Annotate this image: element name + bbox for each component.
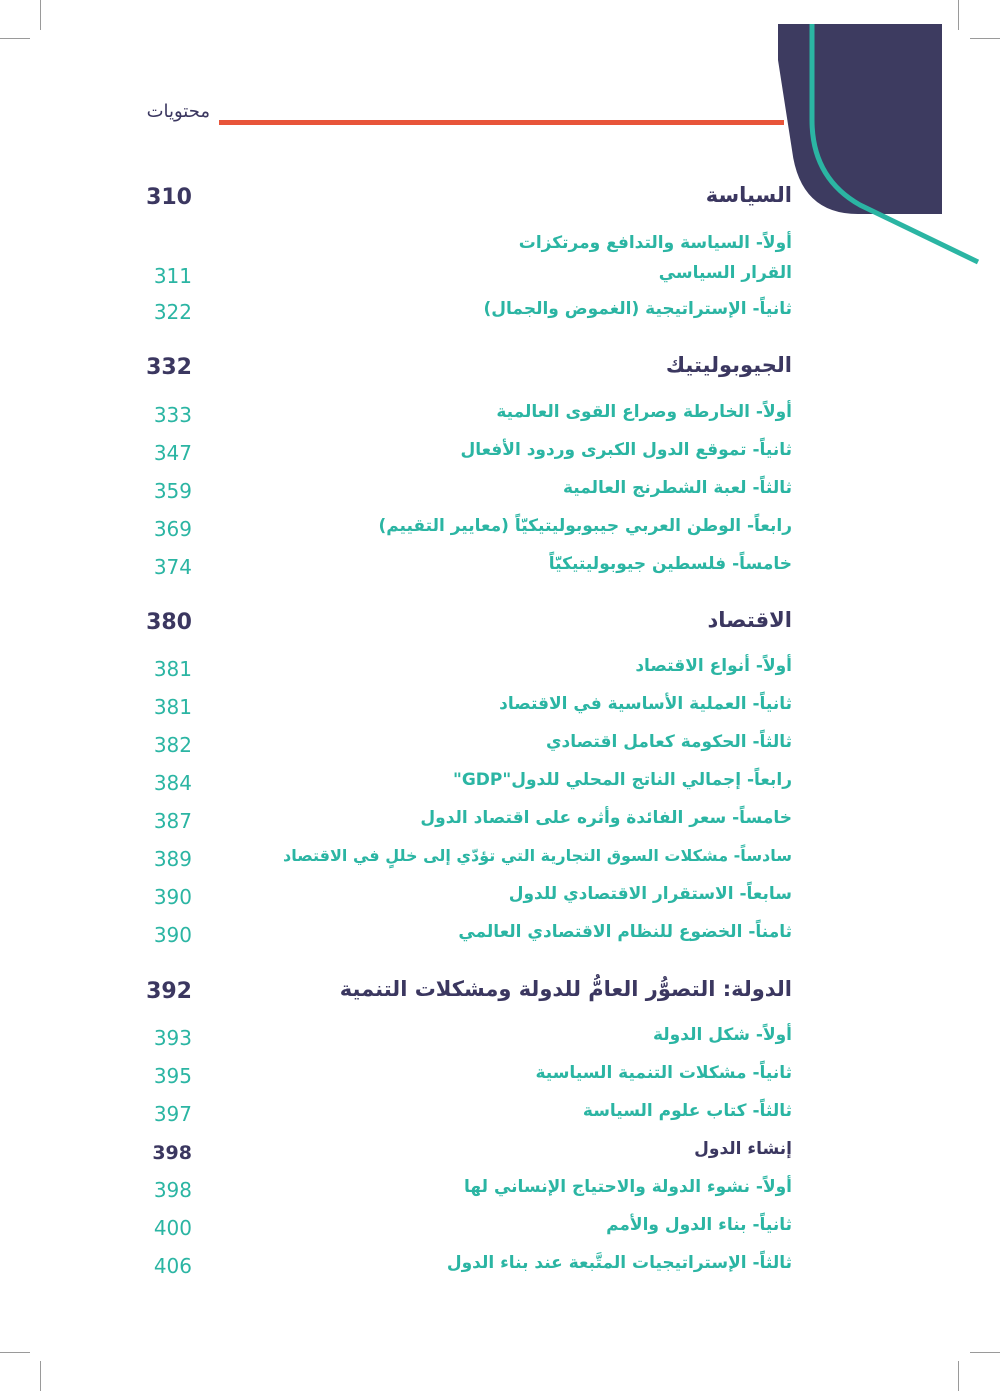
toc-page-number: 395: [153, 1064, 192, 1088]
toc-entry[interactable]: [140, 917, 792, 947]
toc-entry[interactable]: [140, 651, 792, 681]
toc-item-title: أولاً- شكل الدولة: [652, 1025, 792, 1045]
toc-entry[interactable]: [140, 1096, 792, 1126]
crop-mark: [0, 1352, 30, 1353]
header-rule: [219, 120, 784, 125]
toc-entry[interactable]: [140, 294, 792, 324]
toc-page-number: 374: [153, 555, 192, 579]
toc-section-title: الجيوبوليتيك: [665, 353, 792, 377]
toc-item-title: خامساً- فلسطين جيوبوليتيكيّاً: [548, 554, 792, 574]
toc-page-number: 381: [153, 657, 192, 681]
toc-item-title: ثانياً- مشكلات التنمية السياسية: [535, 1063, 792, 1083]
toc-page-number: 387: [153, 809, 192, 833]
toc-page-number: 398: [152, 1142, 192, 1164]
toc-item-title: ثالثاً- كتاب علوم السياسة: [582, 1101, 792, 1121]
toc-item-title: خامساً- سعر الفائدة وأثره على اقتصاد الدول: [420, 808, 792, 828]
crop-mark: [40, 1361, 41, 1391]
toc-page-number: 311: [153, 264, 192, 288]
toc-item-title: ثالثاً- لعبة الشطرنج العالمية: [562, 478, 792, 498]
toc-entry[interactable]: [140, 727, 792, 757]
toc-item-title: ثالثاً- الحكومة كعامل اقتصادي: [545, 732, 792, 752]
toc-entry[interactable]: [140, 605, 792, 635]
toc-page-number: 359: [153, 479, 192, 503]
toc-item-title: ثامناً- الخضوع للنظام الاقتصادي العالمي: [458, 922, 792, 942]
toc-subsection-title: إنشاء الدول: [694, 1139, 792, 1159]
toc-entry[interactable]: [140, 1020, 792, 1050]
page-title: محتويات: [146, 101, 210, 122]
toc-entry[interactable]: [140, 1248, 792, 1278]
toc-page-number: 310: [146, 185, 192, 210]
toc-section-title: السياسة: [705, 183, 792, 207]
toc-page-number: 322: [153, 300, 192, 324]
toc-page-number: 390: [153, 885, 192, 909]
toc-entry[interactable]: [140, 841, 792, 871]
toc-page-number: 400: [153, 1216, 192, 1240]
toc-page-number: 392: [146, 979, 192, 1004]
toc-page-number: 406: [153, 1254, 192, 1278]
toc-page-number: 384: [153, 771, 192, 795]
toc-page-number: 347: [153, 441, 192, 465]
toc-entry[interactable]: [140, 1210, 792, 1240]
toc-entry[interactable]: [140, 1058, 792, 1088]
toc-entry[interactable]: [140, 765, 792, 795]
toc-entry[interactable]: [140, 879, 792, 909]
toc-item-title: أولاً- نشوء الدولة والاحتياج الإنساني لها: [464, 1177, 792, 1197]
toc-entry[interactable]: [140, 974, 792, 1004]
toc-entry[interactable]: [140, 689, 792, 719]
crop-mark: [970, 1352, 1000, 1353]
toc-item-title: ثانياً- العملية الأساسية في الاقتصاد: [499, 694, 792, 714]
toc-entry[interactable]: [140, 1172, 792, 1202]
toc-entry[interactable]: [140, 511, 792, 541]
toc-item-title: ثالثاً- الإستراتيجيات المتَّبعة عند بناء الدول: [446, 1253, 792, 1273]
toc-item-title: سابعاً- الاستقرار الاقتصادي للدول: [508, 884, 792, 904]
toc-section-title: الاقتصاد: [707, 608, 792, 632]
toc-entry[interactable]: [140, 397, 792, 427]
toc-item-title: ثانياً- تموقع الدول الكبرى وردود الأفعال: [460, 440, 792, 460]
toc-item-title: رابعاً- الوطن العربي جيبوبوليتيكيّاً (معايير التقييم): [378, 516, 792, 536]
toc-page-number: 332: [146, 355, 192, 380]
toc-page-number: 390: [153, 923, 192, 947]
toc-item-title: ثانياً- بناء الدول والأمم: [606, 1215, 792, 1235]
toc-page-number: 369: [153, 517, 192, 541]
toc-item-title: أولاً- السياسة والتدافع ومرتكزات القرار السياسي: [518, 233, 792, 283]
toc-page-number: 398: [153, 1178, 192, 1202]
crop-mark: [958, 1361, 959, 1391]
toc-entry[interactable]: [140, 803, 792, 833]
toc-entry[interactable]: [140, 350, 792, 380]
toc-page-number: 397: [153, 1102, 192, 1126]
toc-page-number: 333: [153, 403, 192, 427]
toc-item-title: أولاً- أنواع الاقتصاد: [635, 656, 792, 676]
toc-page-number: 381: [153, 695, 192, 719]
navy-shape: [778, 24, 942, 214]
toc-entry[interactable]: [140, 549, 792, 579]
toc-entry[interactable]: [140, 473, 792, 503]
toc-section-title: الدولة: التصوُّر العامُّ للدولة ومشكلات التنمية: [339, 977, 792, 1001]
toc-page-number: 380: [146, 610, 192, 635]
toc-entry[interactable]: [140, 435, 792, 465]
toc-item-title: ثانياً- الإستراتيجية (الغموض والجمال): [483, 299, 792, 319]
toc-entry[interactable]: [140, 1134, 792, 1164]
toc-item-title: سادساً- مشكلات السوق التجارية التي تؤدّي إلى خللٍ في الاقتصاد: [283, 846, 792, 865]
toc-page-number: 389: [153, 847, 192, 871]
toc-page-number: 382: [153, 733, 192, 757]
toc-item-title: رابعاً- إجمالي الناتج المحلي للدول"GDP": [452, 770, 792, 790]
toc-entry[interactable]: [140, 228, 792, 288]
toc-entry[interactable]: [140, 180, 792, 210]
toc-item-title: أولاً- الخارطة وصراع القوى العالمية: [496, 402, 792, 422]
toc-page-number: 393: [153, 1026, 192, 1050]
